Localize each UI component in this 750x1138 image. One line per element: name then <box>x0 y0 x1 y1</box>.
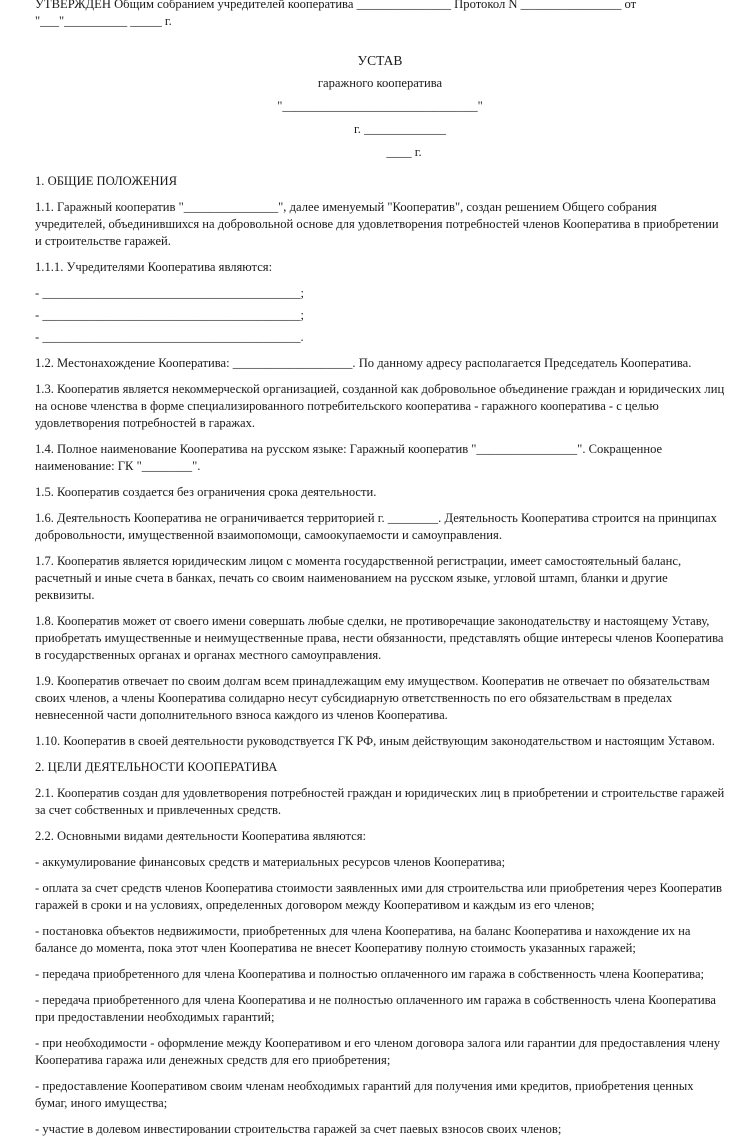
activity-item: - участие в долевом инвестировании строительства гаражей за счет паевых взносов своих членов; <box>35 1122 562 1136</box>
founder-line: - _________________________________________; <box>35 286 305 300</box>
activity-item: - передача приобретенного для члена Кооператива и не полностью оплаченного им гаража в собственность члена Кооператива при предоставлении необходимых гарантий; <box>35 993 717 1024</box>
paragraph-1-4: 1.4. Полное наименование Кооператива на русском языке: Гаражный кооператив "________________". Сокращенное наименование: ГК "________". <box>35 442 663 473</box>
year-line: ____ г. <box>386 145 422 159</box>
document-page <box>35 0 725 1138</box>
paragraph-1-7: 1.7. Кооператив является юридическим лицом с момента государственной регистрации, имеет самостоятельный баланс, расчетный и иные счета в банках, печать со своим наименованием на русском языке, угловой штамп, бланки и другие реквизиты. <box>35 554 682 602</box>
section-heading-general: 1. ОБЩИЕ ПОЛОЖЕНИЯ <box>35 174 178 188</box>
approval-line: УТВЕРЖДЕН Общим собранием учредителей кооператива _______________ Протокол N ________________ от <box>35 0 637 11</box>
paragraph-1-8: 1.8. Кооператив может от своего имени совершать любые сделки, не противоречащие законодательству и настоящему Уставу, приобретать имущественные и неимущественные права, нести обязанности, представлять общие интересы членов Кооператива в государственных органах и органах местного самоуправления. <box>35 614 724 662</box>
paragraph-1-1: 1.1. Гаражный кооператив "_______________", далее именуемый "Кооператив", создан решением Общего собрания учредителей, объединившихся на добровольной основе для удовлетворения потребностей членов Кооператива в приобретении и строительстве гаражей. <box>35 200 719 248</box>
paragraph-2-2: 2.2. Основными видами деятельности Кооператива являются: <box>35 829 366 843</box>
city-line: г. _____________ <box>354 122 446 136</box>
paragraph-1-3: 1.3. Кооператив является некоммерческой организацией, созданной как добровольное объединение граждан и юридических лиц на основе членства в форме специализированного потребительского кооператива - гаражного кооператива - с целью удовлетворения потребностей в гаражах. <box>35 382 725 430</box>
approval-date-line: "___"__________ _____ г. <box>35 14 172 28</box>
paragraph-1-9: 1.9. Кооператив отвечает по своим долгам всем принадлежащим ему имуществом. Кооператив не отвечает по обязательствам своих членов, а члены Кооператива солидарно несут субсидиарную ответственность по его обязательствам в пределах невнесенной части дополнительного взноса каждого из членов Кооператива. <box>35 674 710 722</box>
paragraph-1-10: 1.10. Кооператив в своей деятельности руководствуется ГК РФ, иным действующим законодательством и настоящим Уставом. <box>35 734 715 748</box>
activity-item: - оплата за счет средств членов Кооператива стоимости заявленных ими для строительства или приобретения через Кооператив гаражей в сроки и на условиях, определенных договором между Кооперативом и каждым из его членов; <box>35 881 723 912</box>
activity-item: - передача приобретенного для члена Кооператива и полностью оплаченного им гаража в собственность члена Кооператива; <box>35 967 705 981</box>
paragraph-1-5: 1.5. Кооператив создается без ограничения срока деятельности. <box>35 485 377 499</box>
document-subtitle: гаражного кооператива <box>317 76 443 90</box>
founder-line: - _________________________________________. <box>35 330 304 344</box>
cooperative-name-line: "_______________________________" <box>277 99 483 113</box>
section-heading-goals: 2. ЦЕЛИ ДЕЯТЕЛЬНОСТИ КООПЕРАТИВА <box>35 760 278 774</box>
activity-item: - постановка объектов недвижимости, приобретенных для члена Кооператива, на баланс Кооператива и нахождение их на балансе до момента, пока этот член Кооператива не внесет Кооперативу полную стоимость указанных гаражей; <box>35 924 691 955</box>
founder-line: - _________________________________________; <box>35 308 305 322</box>
activity-item: - предоставление Кооперативом своим членам необходимых гарантий для получения ими кредитов, приобретения ценных бумаг, иного имущества; <box>35 1079 694 1110</box>
paragraph-1-6: 1.6. Деятельность Кооператива не ограничивается территорией г. ________. Деятельность Кооператива строится на принципах добровольности, имущественной взаимопомощи, самоокупаемости и самоуправления. <box>35 511 717 542</box>
activity-item: - при необходимости - оформление между Кооперативом и его членом договора залога или гарантии для предоставления члену Кооператива гаража или денежных средств для его приобретения; <box>35 1036 720 1067</box>
paragraph-1-2: 1.2. Местонахождение Кооператива: ___________________. По данному адресу располагается Председатель Кооператива. <box>35 356 692 370</box>
paragraph-2-1: 2.1. Кооператив создан для удовлетворения потребностей граждан и юридических лиц в приобретении и строительстве гаражей за счет собственных и привлеченных средств. <box>35 786 725 817</box>
document-title: УСТАВ <box>357 53 403 68</box>
paragraph-1-1-1: 1.1.1. Учредителями Кооператива являются: <box>35 260 273 274</box>
activity-item: - аккумулирование финансовых средств и материальных ресурсов членов Кооператива; <box>35 855 506 869</box>
